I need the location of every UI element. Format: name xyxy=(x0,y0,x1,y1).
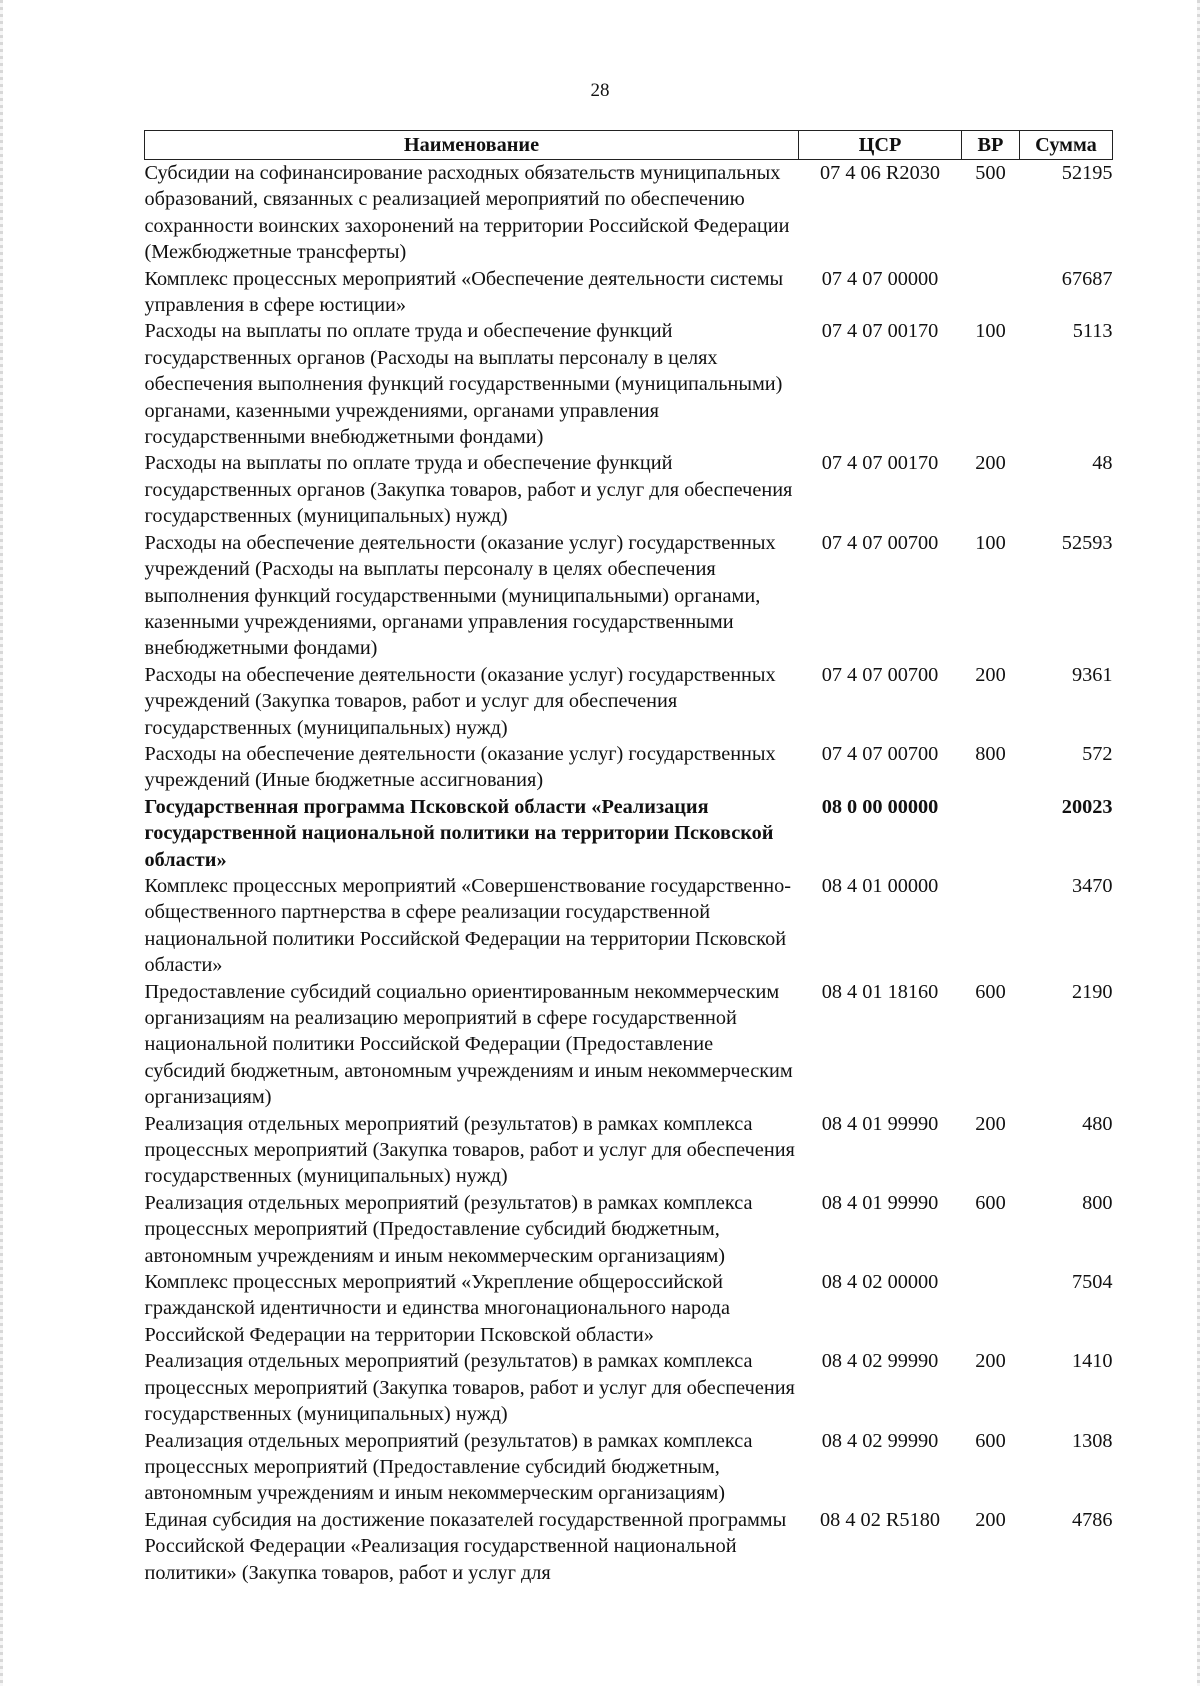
row-vr: 800 xyxy=(975,742,1006,765)
row-vr: 600 xyxy=(975,1191,1006,1214)
row-vr xyxy=(962,873,1020,979)
row-vr: 500 xyxy=(975,162,1006,184)
table-row xyxy=(145,979,1113,1111)
row-csr: 08 4 02 99990 xyxy=(821,1429,939,1452)
row-csr: 07 4 07 00170 xyxy=(821,320,939,343)
table-row xyxy=(145,1269,1113,1348)
table-row xyxy=(145,794,1113,873)
budget-table xyxy=(144,130,1113,1586)
row-name: Комплекс процессных мероприятий «Обеспечение деятельности системы управления в сфере юстиции» xyxy=(144,267,784,317)
row-csr: 07 4 07 00000 xyxy=(821,267,939,290)
row-name: Комплекс процессных мероприятий «Совершенствование государственно-общественного партнерства в сфере реализации государственной национальной политики Российской Федерации на территории Псковской области» xyxy=(144,874,791,977)
header-csr: ЦСР xyxy=(799,131,962,160)
row-name: Государственная программа Псковской области «Реализация государственной национальной политики на территории Псковской области» xyxy=(144,795,774,871)
row-vr xyxy=(962,266,1020,319)
row-name: Комплекс процессных мероприятий «Укрепление общероссийской гражданской идентичности и единства многонационального народа Российской Федерации на территории Псковской области» xyxy=(144,1271,730,1346)
table-row xyxy=(145,1348,1113,1427)
table-row xyxy=(145,160,1113,266)
scan-edge-left xyxy=(0,0,3,1686)
row-name: Реализация отдельных мероприятий (результатов) в рамках комплекса процессных мероприятий (Предоставление субсидий бюджетным, автономным учреждениям и иным некоммерческим организациям) xyxy=(144,1429,753,1505)
header-sum: Сумма xyxy=(1020,131,1113,160)
page-number: 28 xyxy=(590,80,610,101)
row-name: Единая субсидия на достижение показателей государственной программы Российской Федерации «Реализация государственной национальной политики» (Закупка товаров, работ и услуг для xyxy=(144,1508,787,1584)
row-sum: 3470 xyxy=(1071,874,1113,897)
row-csr: 07 4 06 R2030 xyxy=(819,162,940,184)
row-name: Реализация отдельных мероприятий (результатов) в рамках комплекса процессных мероприятий (Предоставление субсидий бюджетным, автономным учреждениям и иным некоммерческим организациям) xyxy=(144,1191,753,1267)
row-name: Расходы на выплаты по оплате труда и обеспечение функций государственных органов (Закупка товаров, работ и услуг для обеспечения государственных (муниципальных) нужд) xyxy=(144,452,793,528)
row-vr: 200 xyxy=(975,663,1006,686)
row-sum: 5113 xyxy=(1072,320,1113,343)
row-name: Расходы на обеспечение деятельности (оказание услуг) государственных учреждений (Закупка товаров, работ и услуг для обеспечения государственных (муниципальных) нужд) xyxy=(144,663,776,739)
row-sum: 480 xyxy=(1082,1112,1113,1135)
row-name: Субсидии на софинансирование расходных обязательств муниципальных образований, связанных с реализацией мероприятий по обеспечению сохранности воинских захоронений на территории Российской Федерации (Межбюджетные трансферты) xyxy=(144,162,790,264)
row-sum: 800 xyxy=(1082,1191,1113,1214)
row-csr: 08 4 01 18160 xyxy=(821,980,939,1003)
row-vr: 200 xyxy=(975,1508,1006,1531)
row-csr: 08 4 01 99990 xyxy=(821,1112,939,1135)
table-row xyxy=(145,450,1113,529)
row-sum: 20023 xyxy=(1061,795,1113,818)
table-row xyxy=(145,662,1113,741)
row-csr: 08 4 02 00000 xyxy=(821,1271,939,1294)
row-name: Предоставление субсидий социально ориентированным некоммерческим организациям на реализацию мероприятий в сфере государственной национальной политики Российской Федерации (Предоставление субсидий бюджетным, автономным учреждениям и иным некоммерческим организациям) xyxy=(144,980,793,1109)
row-vr: 100 xyxy=(975,320,1006,343)
table-row xyxy=(145,266,1113,319)
row-sum: 2190 xyxy=(1071,980,1113,1003)
row-csr: 07 4 07 00700 xyxy=(821,663,939,686)
row-vr: 100 xyxy=(975,531,1006,554)
row-sum: 67687 xyxy=(1061,267,1113,290)
table-row xyxy=(145,741,1113,794)
row-name: Расходы на обеспечение деятельности (оказание услуг) государственных учреждений (Иные бюджетные ассигнования) xyxy=(144,742,776,792)
table-row xyxy=(145,318,1113,450)
row-vr: 200 xyxy=(975,1350,1006,1373)
table-row xyxy=(145,873,1113,979)
row-csr: 07 4 07 00170 xyxy=(821,452,939,475)
table-header-row xyxy=(145,131,1113,160)
header-vr: ВР xyxy=(962,131,1020,160)
table-row xyxy=(145,530,1113,662)
row-vr: 200 xyxy=(975,1112,1006,1135)
table-row xyxy=(145,1428,1113,1507)
table-row xyxy=(145,1190,1113,1269)
row-csr: 08 4 01 00000 xyxy=(821,874,939,897)
row-csr: 08 4 02 99990 xyxy=(821,1350,939,1373)
row-vr: 600 xyxy=(975,1429,1006,1452)
row-sum: 1308 xyxy=(1071,1429,1113,1452)
row-csr: 08 4 01 99990 xyxy=(821,1191,939,1214)
row-vr xyxy=(962,794,1020,873)
table-row xyxy=(145,1111,1113,1190)
row-name: Реализация отдельных мероприятий (результатов) в рамках комплекса процессных мероприятий (Закупка товаров, работ и услуг для обеспечения государственных (муниципальных) нужд) xyxy=(144,1112,795,1188)
row-sum: 572 xyxy=(1082,742,1113,765)
row-csr: 08 4 02 R5180 xyxy=(819,1508,940,1531)
row-sum: 7504 xyxy=(1071,1271,1113,1294)
row-name: Расходы на обеспечение деятельности (оказание услуг) государственных учреждений (Расходы на выплаты персоналу в целях обеспечения выполнения функций государственными (муниципальными) органами, казенными учреждениями, органами управления государственными внебюджетными фондами) xyxy=(144,531,776,660)
row-sum: 4786 xyxy=(1071,1508,1113,1531)
header-name: Наименование xyxy=(145,131,799,160)
row-name: Реализация отдельных мероприятий (результатов) в рамках комплекса процессных мероприятий (Закупка товаров, работ и услуг для обеспечения государственных (муниципальных) нужд) xyxy=(144,1350,795,1426)
row-csr: 07 4 07 00700 xyxy=(821,531,939,554)
row-csr: 07 4 07 00700 xyxy=(821,742,939,765)
row-sum: 1410 xyxy=(1071,1350,1113,1373)
row-vr: 600 xyxy=(975,980,1006,1003)
row-name: Расходы на выплаты по оплате труда и обеспечение функций государственных органов (Расходы на выплаты персоналу в целях обеспечения выполнения функций государственными (муниципальными) органами, казенными учреждениями, органами управления государственными внебюджетными фондами) xyxy=(144,320,783,449)
row-sum: 52593 xyxy=(1061,531,1113,554)
row-sum: 52195 xyxy=(1061,162,1113,184)
table-row xyxy=(145,1507,1113,1586)
row-csr: 08 0 00 00000 xyxy=(821,795,939,818)
row-sum: 48 xyxy=(1092,452,1113,475)
row-vr: 200 xyxy=(975,452,1006,475)
row-sum: 9361 xyxy=(1071,663,1113,686)
row-vr xyxy=(962,1269,1020,1348)
